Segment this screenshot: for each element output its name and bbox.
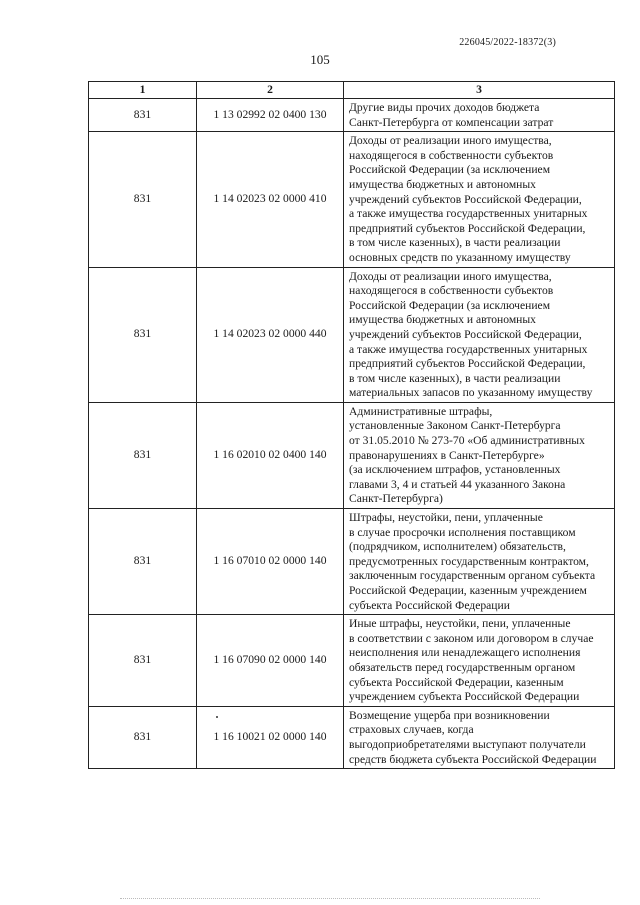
revenue-description-cell — [344, 615, 615, 707]
revenue-description-cell — [344, 509, 615, 615]
description-line: предприятий субъектов Российской Федерации, — [349, 357, 586, 371]
table-row — [89, 615, 615, 707]
description-line: в случае просрочки исполнения поставщиком — [349, 525, 576, 539]
description-line: в соответствии с законом или договором в случае — [349, 631, 594, 645]
description-line: Санкт-Петербурга) — [349, 492, 443, 506]
description-line: Российской Федерации, казенным учреждением — [349, 584, 587, 597]
description-line: (подрядчиком, исполнителем) обязательств, — [349, 540, 566, 554]
revenue-description-cell — [344, 402, 615, 508]
revenue-description-cell — [344, 132, 615, 267]
description-line: Штрафы, неустойки, пени, уплаченные — [349, 511, 543, 525]
description-line: учреждением субъекта Российской Федерации — [349, 690, 580, 704]
admin-code-cell: 831 — [89, 99, 197, 132]
admin-code-cell: 831 — [89, 706, 197, 768]
description-line: учреждений субъектов Российской Федерации, — [349, 327, 582, 341]
page-number: 105 — [310, 52, 330, 67]
description-line: Иные штрафы, неустойки, пени, уплаченные — [349, 617, 571, 631]
description-line: субъекта Российской Федерации — [349, 598, 510, 612]
description-line: а также имущества государственных унитарных — [349, 342, 588, 356]
description-line: заключенным государственным органом субъекта — [349, 569, 596, 583]
description-line: от 31.05.2010 № 273-70 «Об административных — [349, 434, 585, 448]
description-line: имущества бюджетных и автономных — [349, 313, 536, 327]
budget-classification-code-cell: 1 16 10021 02 0000 140 — [197, 706, 344, 768]
description-line: (за исключением штрафов, установленных — [349, 463, 561, 477]
column-header-1: 1 — [89, 82, 197, 99]
description-line: Другие виды прочих доходов бюджета — [349, 101, 540, 114]
column-header-2: 2 — [197, 82, 344, 99]
description-line: Административные штрафы, — [349, 404, 493, 418]
description-line: обязательств перед государственным органом — [349, 660, 576, 674]
table-body — [89, 99, 615, 769]
table-row — [89, 509, 615, 615]
description-line: а также имущества государственных унитарных — [349, 207, 588, 221]
description-line: основных средств по указанному имуществу — [349, 250, 571, 264]
description-line: страховых случаев, когда — [349, 723, 474, 737]
description-line: установленные Законом Санкт-Петербурга — [349, 419, 561, 433]
description-line: субъекта Российской Федерации, казенным — [349, 675, 564, 689]
description-line: в том числе казенных), в части реализации — [349, 371, 561, 385]
table-row — [89, 99, 615, 132]
admin-code-cell: 831 — [89, 132, 197, 267]
budget-classification-code-cell: 1 14 02023 02 0000 410 — [197, 132, 344, 267]
table-row — [89, 706, 615, 768]
description-line: неисполнения или ненадлежащего исполнения — [349, 646, 581, 660]
document-registration-number: 226045/2022-18372(3) — [459, 37, 556, 48]
description-line: Доходы от реализации иного имущества, — [349, 269, 552, 283]
description-line: в том числе казенных), в части реализации — [349, 236, 561, 250]
bottom-scan-marks — [120, 898, 540, 900]
revenue-description-cell — [344, 99, 615, 132]
description-line: Российской Федерации (за исключением — [349, 298, 551, 312]
table-row — [89, 267, 615, 402]
stray-dot-mark — [216, 716, 218, 718]
description-line: предусмотренных государственным контрактом, — [349, 554, 589, 568]
budget-classification-code-cell: 1 16 02010 02 0400 140 — [197, 402, 344, 508]
revenue-description-cell — [344, 267, 615, 402]
description-line: средств бюджета субъекта Российской Федерации — [349, 752, 597, 766]
table-header-row — [89, 82, 615, 99]
description-line: Доходы от реализации иного имущества, — [349, 134, 552, 148]
description-line: учреждений субъектов Российской Федерации, — [349, 192, 582, 206]
admin-code-cell: 831 — [89, 402, 197, 508]
description-line: главами 3, 4 и статьей 44 указанного Закона — [349, 477, 566, 491]
description-line: предприятий субъектов Российской Федерации, — [349, 221, 586, 235]
table-row — [89, 132, 615, 267]
admin-code-cell: 831 — [89, 509, 197, 615]
description-line: материальных запасов по указанному имуществу — [349, 386, 593, 400]
description-line: выгодоприобретателями выступают получатели — [349, 737, 586, 751]
column-header-3: 3 — [344, 82, 615, 99]
admin-code-cell: 831 — [89, 267, 197, 402]
description-line: Санкт-Петербурга от компенсации затрат — [349, 115, 554, 129]
revenue-codes-table — [88, 81, 615, 769]
description-line: правонарушениях в Санкт-Петербурге» — [349, 448, 545, 462]
admin-code-cell: 831 — [89, 615, 197, 707]
budget-classification-code-cell: 1 14 02023 02 0000 440 — [197, 267, 344, 402]
budget-classification-code-cell: 1 13 02992 02 0400 130 — [197, 99, 344, 132]
description-line: находящегося в собственности субъектов — [349, 284, 554, 298]
description-line: Российской Федерации (за исключением — [349, 163, 551, 177]
table-row — [89, 402, 615, 508]
description-line: имущества бюджетных и автономных — [349, 177, 536, 191]
description-line: Возмещение ущерба при возникновении — [349, 708, 550, 722]
description-line: находящегося в собственности субъектов — [349, 148, 554, 162]
budget-classification-code-cell: 1 16 07090 02 0000 140 — [197, 615, 344, 707]
revenue-description-cell — [344, 706, 615, 768]
budget-classification-code-cell: 1 16 07010 02 0000 140 — [197, 509, 344, 615]
